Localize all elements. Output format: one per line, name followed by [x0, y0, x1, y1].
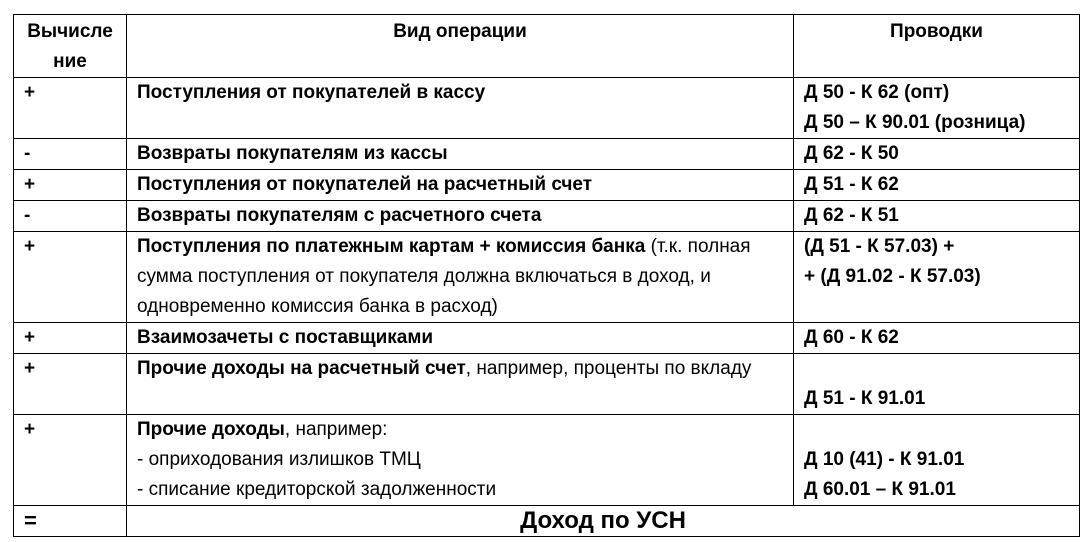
row-operation [127, 201, 794, 232]
posting: Д 50 - К 62 (опт) [804, 82, 950, 103]
operation-title: Поступления от покупателей на расчетный счет [137, 174, 593, 195]
posting: Д 60.01 – К 91.01 [804, 479, 956, 500]
table-row [14, 201, 1080, 232]
posting: Д 62 - К 51 [804, 205, 899, 226]
posting: + (Д 91.02 - К 57.03) [804, 266, 981, 287]
row-operation [127, 170, 794, 201]
row-postings [794, 139, 1080, 170]
row-sign: + [14, 415, 127, 506]
operation-title: Поступления от покупателей в кассу [137, 82, 486, 103]
row-sign: + [14, 323, 127, 354]
operation-title: Возвраты покупателям с расчетного счета [137, 205, 542, 226]
row-postings [794, 415, 1080, 506]
row-sign: - [14, 139, 127, 170]
header-postings: Проводки [794, 15, 1080, 78]
row-sign: + [14, 170, 127, 201]
row-operation [127, 323, 794, 354]
operation-note: , например: [284, 419, 388, 440]
row-sign: - [14, 201, 127, 232]
row-postings [794, 201, 1080, 232]
header-calculation: Вычисле ние [14, 15, 127, 78]
row-postings [794, 323, 1080, 354]
row-operation [127, 78, 794, 139]
row-operation [127, 415, 794, 506]
posting: (Д 51 - К 57.03) + [804, 236, 955, 257]
header-operation-type: Вид операции [127, 15, 794, 78]
operation-subline: - списание кредиторской задолженности [137, 479, 497, 500]
table-row [14, 170, 1080, 201]
operation-subline: - оприходования излишков ТМЦ [137, 449, 421, 470]
total-label: Доход по УСН [127, 506, 1080, 537]
table-row [14, 78, 1080, 139]
table-row [14, 232, 1080, 323]
operation-title: Поступления по платежным картам + комиссия банка [137, 236, 646, 257]
operation-heading [137, 415, 783, 445]
operation-note: (т.к. полная сумма поступления от покупателя должна включаться в доход, и одновременно комиссия банка в расход) [137, 236, 751, 317]
row-operation [127, 139, 794, 170]
posting: Д 51 - К 62 [804, 174, 899, 195]
row-sign: + [14, 354, 127, 415]
table-row [14, 323, 1080, 354]
posting: Д 62 - К 50 [804, 143, 899, 164]
posting: Д 50 – К 90.01 (розница) [804, 112, 1026, 133]
operation-title: Прочие доходы на расчетный счет [137, 358, 466, 379]
income-operations-table [13, 14, 1080, 537]
operation-title: Прочие доходы [137, 419, 285, 440]
row-postings [794, 232, 1080, 323]
posting: Д 60 - К 62 [804, 327, 899, 348]
operation-title: Взаимозачеты с поставщиками [137, 327, 434, 348]
table-row [14, 354, 1080, 415]
header-row [14, 15, 1080, 78]
row-sign: + [14, 232, 127, 323]
posting: Д 51 - К 91.01 [804, 388, 926, 409]
total-sign: = [14, 506, 127, 537]
row-postings [794, 78, 1080, 139]
row-sign: + [14, 78, 127, 139]
table-row [14, 139, 1080, 170]
operation-title: Возвраты покупателям из кассы [137, 143, 448, 164]
row-operation [127, 354, 794, 415]
row-postings [794, 170, 1080, 201]
row-postings [794, 354, 1080, 415]
posting: Д 10 (41) - К 91.01 [804, 449, 965, 470]
total-row [14, 506, 1080, 537]
operation-note: , например, проценты по вкладу [465, 358, 752, 379]
row-operation [127, 232, 794, 323]
table-row [14, 415, 1080, 506]
